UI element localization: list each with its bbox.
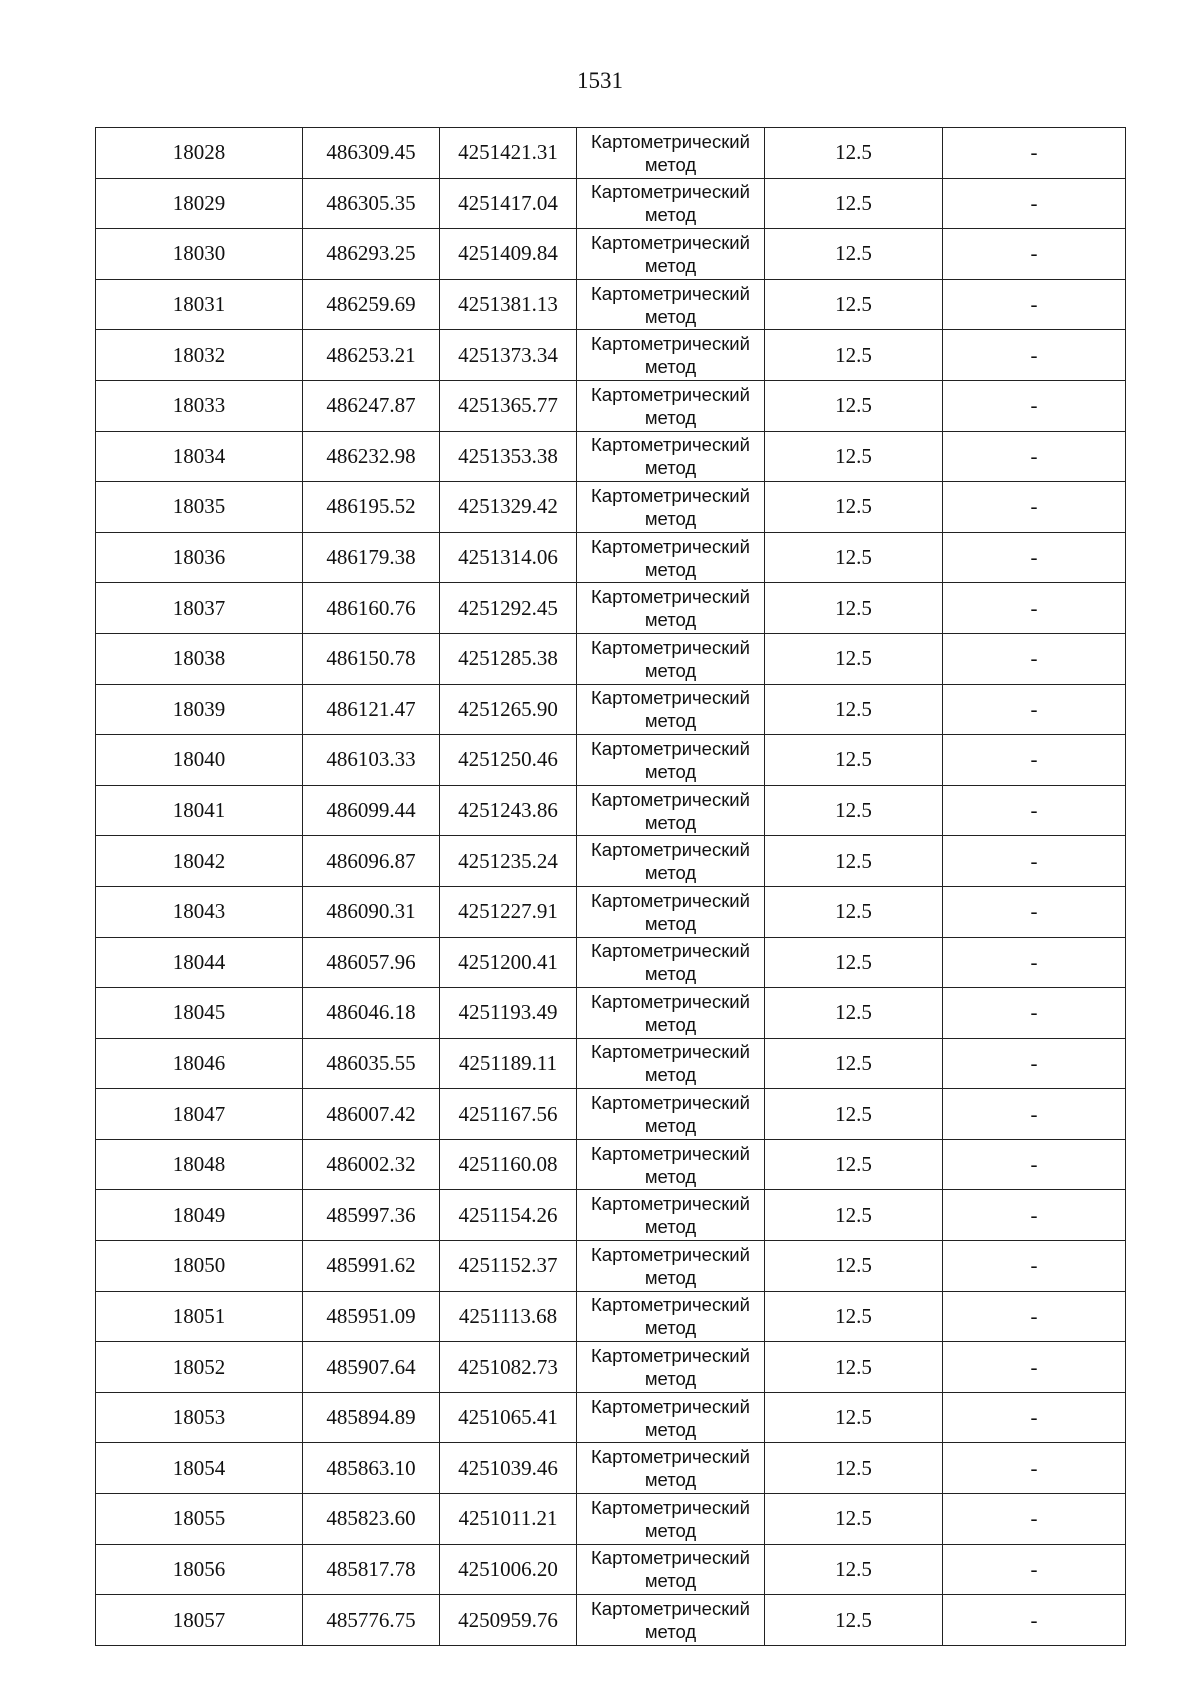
point-number-cell: 18051 bbox=[96, 1291, 303, 1342]
y-coordinate-cell: 4251227.91 bbox=[440, 886, 577, 937]
accuracy-cell: 12.5 bbox=[765, 380, 943, 431]
accuracy-cell: 12.5 bbox=[765, 229, 943, 280]
table-row bbox=[96, 1291, 1126, 1342]
point-number-cell: 18041 bbox=[96, 785, 303, 836]
method-cell: Картометрический метод bbox=[577, 1544, 765, 1595]
table-row bbox=[96, 684, 1126, 735]
y-coordinate-cell: 4251160.08 bbox=[440, 1139, 577, 1190]
y-coordinate-cell: 4251381.13 bbox=[440, 279, 577, 330]
y-coordinate-cell: 4251329.42 bbox=[440, 482, 577, 533]
note-cell: - bbox=[943, 583, 1126, 634]
method-cell: Картометрический метод bbox=[577, 1342, 765, 1393]
method-cell: Картометрический метод bbox=[577, 633, 765, 684]
point-number-cell: 18054 bbox=[96, 1443, 303, 1494]
accuracy-cell: 12.5 bbox=[765, 1190, 943, 1241]
method-cell: Картометрический метод bbox=[577, 937, 765, 988]
accuracy-cell: 12.5 bbox=[765, 836, 943, 887]
table-row bbox=[96, 482, 1126, 533]
point-number-cell: 18033 bbox=[96, 380, 303, 431]
method-cell: Картометрический метод bbox=[577, 1595, 765, 1646]
table-row bbox=[96, 1494, 1126, 1545]
accuracy-cell: 12.5 bbox=[765, 1038, 943, 1089]
x-coordinate-cell: 486096.87 bbox=[303, 836, 440, 887]
table-row bbox=[96, 988, 1126, 1039]
table-row bbox=[96, 1595, 1126, 1646]
note-cell: - bbox=[943, 1038, 1126, 1089]
table-row bbox=[96, 633, 1126, 684]
y-coordinate-cell: 4251065.41 bbox=[440, 1392, 577, 1443]
y-coordinate-cell: 4251285.38 bbox=[440, 633, 577, 684]
y-coordinate-cell: 4251167.56 bbox=[440, 1089, 577, 1140]
accuracy-cell: 12.5 bbox=[765, 1241, 943, 1292]
accuracy-cell: 12.5 bbox=[765, 330, 943, 381]
accuracy-cell: 12.5 bbox=[765, 785, 943, 836]
table-row bbox=[96, 1342, 1126, 1393]
method-cell: Картометрический метод bbox=[577, 1190, 765, 1241]
table-row bbox=[96, 735, 1126, 786]
accuracy-cell: 12.5 bbox=[765, 431, 943, 482]
table-row bbox=[96, 1139, 1126, 1190]
table-row bbox=[96, 330, 1126, 381]
accuracy-cell: 12.5 bbox=[765, 988, 943, 1039]
point-number-cell: 18038 bbox=[96, 633, 303, 684]
note-cell: - bbox=[943, 330, 1126, 381]
note-cell: - bbox=[943, 785, 1126, 836]
note-cell: - bbox=[943, 735, 1126, 786]
y-coordinate-cell: 4251193.49 bbox=[440, 988, 577, 1039]
method-cell: Картометрический метод bbox=[577, 988, 765, 1039]
point-number-cell: 18043 bbox=[96, 886, 303, 937]
method-cell: Картометрический метод bbox=[577, 1494, 765, 1545]
note-cell: - bbox=[943, 684, 1126, 735]
x-coordinate-cell: 486195.52 bbox=[303, 482, 440, 533]
note-cell: - bbox=[943, 886, 1126, 937]
note-cell: - bbox=[943, 380, 1126, 431]
accuracy-cell: 12.5 bbox=[765, 684, 943, 735]
method-cell: Картометрический метод bbox=[577, 532, 765, 583]
method-cell: Картометрический метод bbox=[577, 1392, 765, 1443]
table-row bbox=[96, 583, 1126, 634]
x-coordinate-cell: 486150.78 bbox=[303, 633, 440, 684]
point-number-cell: 18042 bbox=[96, 836, 303, 887]
x-coordinate-cell: 486305.35 bbox=[303, 178, 440, 229]
note-cell: - bbox=[943, 1494, 1126, 1545]
y-coordinate-cell: 4250959.76 bbox=[440, 1595, 577, 1646]
accuracy-cell: 12.5 bbox=[765, 1544, 943, 1595]
x-coordinate-cell: 485997.36 bbox=[303, 1190, 440, 1241]
method-cell: Картометрический метод bbox=[577, 128, 765, 179]
note-cell: - bbox=[943, 1139, 1126, 1190]
method-cell: Картометрический метод bbox=[577, 1241, 765, 1292]
note-cell: - bbox=[943, 279, 1126, 330]
y-coordinate-cell: 4251243.86 bbox=[440, 785, 577, 836]
y-coordinate-cell: 4251409.84 bbox=[440, 229, 577, 280]
note-cell: - bbox=[943, 633, 1126, 684]
point-number-cell: 18034 bbox=[96, 431, 303, 482]
table-row bbox=[96, 886, 1126, 937]
coordinates-table-body bbox=[96, 128, 1126, 1646]
y-coordinate-cell: 4251154.26 bbox=[440, 1190, 577, 1241]
point-number-cell: 18035 bbox=[96, 482, 303, 533]
note-cell: - bbox=[943, 1595, 1126, 1646]
note-cell: - bbox=[943, 431, 1126, 482]
accuracy-cell: 12.5 bbox=[765, 178, 943, 229]
table-row bbox=[96, 178, 1126, 229]
x-coordinate-cell: 486247.87 bbox=[303, 380, 440, 431]
accuracy-cell: 12.5 bbox=[765, 482, 943, 533]
point-number-cell: 18036 bbox=[96, 532, 303, 583]
method-cell: Картометрический метод bbox=[577, 684, 765, 735]
table-row bbox=[96, 937, 1126, 988]
note-cell: - bbox=[943, 229, 1126, 280]
accuracy-cell: 12.5 bbox=[765, 1089, 943, 1140]
table-row bbox=[96, 380, 1126, 431]
method-cell: Картометрический метод bbox=[577, 1443, 765, 1494]
x-coordinate-cell: 486046.18 bbox=[303, 988, 440, 1039]
y-coordinate-cell: 4251292.45 bbox=[440, 583, 577, 634]
note-cell: - bbox=[943, 1342, 1126, 1393]
accuracy-cell: 12.5 bbox=[765, 279, 943, 330]
table-row bbox=[96, 836, 1126, 887]
method-cell: Картометрический метод bbox=[577, 380, 765, 431]
point-number-cell: 18028 bbox=[96, 128, 303, 179]
table-row bbox=[96, 1089, 1126, 1140]
note-cell: - bbox=[943, 836, 1126, 887]
note-cell: - bbox=[943, 1443, 1126, 1494]
y-coordinate-cell: 4251373.34 bbox=[440, 330, 577, 381]
table-row bbox=[96, 128, 1126, 179]
x-coordinate-cell: 486160.76 bbox=[303, 583, 440, 634]
point-number-cell: 18049 bbox=[96, 1190, 303, 1241]
point-number-cell: 18052 bbox=[96, 1342, 303, 1393]
note-cell: - bbox=[943, 1089, 1126, 1140]
table-row bbox=[96, 1544, 1126, 1595]
accuracy-cell: 12.5 bbox=[765, 886, 943, 937]
x-coordinate-cell: 486259.69 bbox=[303, 279, 440, 330]
point-number-cell: 18032 bbox=[96, 330, 303, 381]
accuracy-cell: 12.5 bbox=[765, 633, 943, 684]
point-number-cell: 18047 bbox=[96, 1089, 303, 1140]
y-coordinate-cell: 4251250.46 bbox=[440, 735, 577, 786]
point-number-cell: 18048 bbox=[96, 1139, 303, 1190]
x-coordinate-cell: 486179.38 bbox=[303, 532, 440, 583]
x-coordinate-cell: 485894.89 bbox=[303, 1392, 440, 1443]
x-coordinate-cell: 486002.32 bbox=[303, 1139, 440, 1190]
method-cell: Картометрический метод bbox=[577, 1139, 765, 1190]
note-cell: - bbox=[943, 178, 1126, 229]
x-coordinate-cell: 485823.60 bbox=[303, 1494, 440, 1545]
point-number-cell: 18037 bbox=[96, 583, 303, 634]
point-number-cell: 18057 bbox=[96, 1595, 303, 1646]
y-coordinate-cell: 4251082.73 bbox=[440, 1342, 577, 1393]
note-cell: - bbox=[943, 1392, 1126, 1443]
point-number-cell: 18029 bbox=[96, 178, 303, 229]
x-coordinate-cell: 485776.75 bbox=[303, 1595, 440, 1646]
x-coordinate-cell: 485907.64 bbox=[303, 1342, 440, 1393]
method-cell: Картометрический метод bbox=[577, 886, 765, 937]
x-coordinate-cell: 485951.09 bbox=[303, 1291, 440, 1342]
note-cell: - bbox=[943, 1190, 1126, 1241]
y-coordinate-cell: 4251421.31 bbox=[440, 128, 577, 179]
accuracy-cell: 12.5 bbox=[765, 583, 943, 634]
method-cell: Картометрический метод bbox=[577, 482, 765, 533]
page-number: 1531 bbox=[577, 68, 623, 93]
point-number-cell: 18031 bbox=[96, 279, 303, 330]
x-coordinate-cell: 486121.47 bbox=[303, 684, 440, 735]
method-cell: Картометрический метод bbox=[577, 1038, 765, 1089]
note-cell: - bbox=[943, 1291, 1126, 1342]
accuracy-cell: 12.5 bbox=[765, 1342, 943, 1393]
point-number-cell: 18030 bbox=[96, 229, 303, 280]
point-number-cell: 18050 bbox=[96, 1241, 303, 1292]
point-number-cell: 18053 bbox=[96, 1392, 303, 1443]
method-cell: Картометрический метод bbox=[577, 1089, 765, 1140]
point-number-cell: 18040 bbox=[96, 735, 303, 786]
table-row bbox=[96, 1190, 1126, 1241]
method-cell: Картометрический метод bbox=[577, 279, 765, 330]
method-cell: Картометрический метод bbox=[577, 1291, 765, 1342]
x-coordinate-cell: 486090.31 bbox=[303, 886, 440, 937]
method-cell: Картометрический метод bbox=[577, 431, 765, 482]
y-coordinate-cell: 4251200.41 bbox=[440, 937, 577, 988]
x-coordinate-cell: 486253.21 bbox=[303, 330, 440, 381]
y-coordinate-cell: 4251113.68 bbox=[440, 1291, 577, 1342]
table-row bbox=[96, 1443, 1126, 1494]
point-number-cell: 18055 bbox=[96, 1494, 303, 1545]
x-coordinate-cell: 486057.96 bbox=[303, 937, 440, 988]
method-cell: Картометрический метод bbox=[577, 785, 765, 836]
table-row bbox=[96, 1241, 1126, 1292]
note-cell: - bbox=[943, 988, 1126, 1039]
y-coordinate-cell: 4251365.77 bbox=[440, 380, 577, 431]
x-coordinate-cell: 486309.45 bbox=[303, 128, 440, 179]
note-cell: - bbox=[943, 128, 1126, 179]
x-coordinate-cell: 485863.10 bbox=[303, 1443, 440, 1494]
table-row bbox=[96, 1038, 1126, 1089]
note-cell: - bbox=[943, 532, 1126, 583]
point-number-cell: 18044 bbox=[96, 937, 303, 988]
x-coordinate-cell: 486099.44 bbox=[303, 785, 440, 836]
method-cell: Картометрический метод bbox=[577, 229, 765, 280]
accuracy-cell: 12.5 bbox=[765, 1494, 943, 1545]
table-row bbox=[96, 785, 1126, 836]
method-cell: Картометрический метод bbox=[577, 178, 765, 229]
x-coordinate-cell: 486035.55 bbox=[303, 1038, 440, 1089]
x-coordinate-cell: 486232.98 bbox=[303, 431, 440, 482]
x-coordinate-cell: 486007.42 bbox=[303, 1089, 440, 1140]
y-coordinate-cell: 4251189.11 bbox=[440, 1038, 577, 1089]
table-row bbox=[96, 1392, 1126, 1443]
method-cell: Картометрический метод bbox=[577, 735, 765, 786]
x-coordinate-cell: 486103.33 bbox=[303, 735, 440, 786]
method-cell: Картометрический метод bbox=[577, 330, 765, 381]
x-coordinate-cell: 486293.25 bbox=[303, 229, 440, 280]
x-coordinate-cell: 485991.62 bbox=[303, 1241, 440, 1292]
coordinates-table bbox=[95, 127, 1126, 1646]
accuracy-cell: 12.5 bbox=[765, 532, 943, 583]
y-coordinate-cell: 4251353.38 bbox=[440, 431, 577, 482]
accuracy-cell: 12.5 bbox=[765, 1595, 943, 1646]
method-cell: Картометрический метод bbox=[577, 583, 765, 634]
point-number-cell: 18045 bbox=[96, 988, 303, 1039]
y-coordinate-cell: 4251039.46 bbox=[440, 1443, 577, 1494]
note-cell: - bbox=[943, 937, 1126, 988]
accuracy-cell: 12.5 bbox=[765, 1392, 943, 1443]
table-row bbox=[96, 532, 1126, 583]
accuracy-cell: 12.5 bbox=[765, 1291, 943, 1342]
note-cell: - bbox=[943, 1544, 1126, 1595]
point-number-cell: 18046 bbox=[96, 1038, 303, 1089]
method-cell: Картометрический метод bbox=[577, 836, 765, 887]
table-row bbox=[96, 279, 1126, 330]
y-coordinate-cell: 4251417.04 bbox=[440, 178, 577, 229]
table-row bbox=[96, 229, 1126, 280]
point-number-cell: 18039 bbox=[96, 684, 303, 735]
y-coordinate-cell: 4251235.24 bbox=[440, 836, 577, 887]
table-row bbox=[96, 431, 1126, 482]
y-coordinate-cell: 4251152.37 bbox=[440, 1241, 577, 1292]
y-coordinate-cell: 4251314.06 bbox=[440, 532, 577, 583]
accuracy-cell: 12.5 bbox=[765, 735, 943, 786]
note-cell: - bbox=[943, 1241, 1126, 1292]
x-coordinate-cell: 485817.78 bbox=[303, 1544, 440, 1595]
y-coordinate-cell: 4251011.21 bbox=[440, 1494, 577, 1545]
y-coordinate-cell: 4251006.20 bbox=[440, 1544, 577, 1595]
accuracy-cell: 12.5 bbox=[765, 937, 943, 988]
y-coordinate-cell: 4251265.90 bbox=[440, 684, 577, 735]
accuracy-cell: 12.5 bbox=[765, 1139, 943, 1190]
point-number-cell: 18056 bbox=[96, 1544, 303, 1595]
note-cell: - bbox=[943, 482, 1126, 533]
accuracy-cell: 12.5 bbox=[765, 1443, 943, 1494]
accuracy-cell: 12.5 bbox=[765, 128, 943, 179]
